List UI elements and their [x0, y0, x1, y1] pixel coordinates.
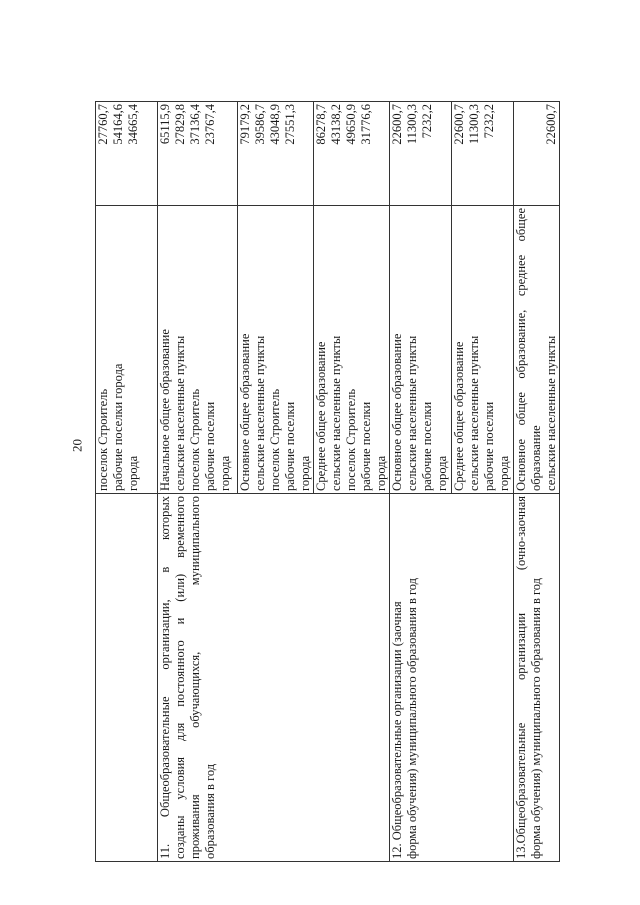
level-text: рабочие поселки: [420, 401, 434, 491]
level-text: Начальное общее образование: [158, 329, 172, 491]
category-cell: [514, 494, 560, 862]
level-cell: [96, 206, 158, 494]
category-line: созданы условия для постоянного и (или) временного: [173, 496, 187, 859]
value-cell: [158, 102, 238, 206]
rotated-table-wrapper: [95, 102, 558, 862]
level-text: Основное общее образование: [390, 333, 404, 491]
level-text: поселок Строитель: [344, 388, 358, 491]
level-text: сельские населенные пункты: [173, 335, 187, 491]
table-row: [158, 102, 238, 862]
value-text: 34665,4: [126, 104, 140, 145]
level-text: Среднее общее образование: [314, 341, 328, 491]
value-text: 86278,7: [314, 104, 328, 145]
value-text: 23767,4: [203, 104, 217, 145]
category-line: 11. Общеобразовательные организации, в которых: [158, 496, 172, 859]
value-text: 43048,9: [268, 104, 282, 145]
value-cell: [452, 102, 514, 206]
value-text: 65115,9: [158, 104, 172, 145]
level-text: города: [435, 455, 449, 491]
level-cell: [514, 206, 560, 494]
level-text: города: [126, 455, 140, 491]
level-cell: [238, 206, 314, 494]
page-number: 20: [69, 439, 85, 452]
table-row: [390, 102, 452, 862]
value-text: 11300,3: [467, 104, 481, 145]
value-cell: [238, 102, 314, 206]
level-text: сельские населенные пункты: [253, 335, 267, 491]
level-text: поселок Строитель: [96, 388, 110, 491]
category-line: 13.Общеобразовательные организации (очно-заочная: [514, 496, 528, 859]
level-text: сельские населенные пункты: [405, 335, 419, 491]
value-text: [514, 104, 529, 203]
value-cell: [514, 102, 560, 206]
value-text: 22600,7: [390, 104, 404, 145]
level-cell: [390, 206, 452, 494]
value-cell: [96, 102, 158, 206]
level-text: Основное общее образование: [238, 333, 252, 491]
value-text: 39586,7: [253, 104, 267, 145]
value-text: [529, 104, 544, 203]
level-cell: [314, 206, 390, 494]
value-cell: [390, 102, 452, 206]
value-cell: [314, 102, 390, 206]
table-row: [514, 102, 560, 862]
level-text: сельские населенные пункты: [544, 335, 558, 491]
level-text: города: [497, 455, 511, 491]
level-text: сельские населенные пункты: [467, 335, 481, 491]
level-cell: [452, 206, 514, 494]
value-text: 22600,7: [544, 104, 558, 145]
table-row: [96, 102, 158, 862]
level-cell: [158, 206, 238, 494]
category-line: проживания обучающихся, муниципального: [188, 496, 202, 859]
value-text: 31776,6: [359, 104, 373, 145]
category-line: форма обучения) муниципального образования в год: [405, 577, 419, 859]
cost-table: [95, 101, 560, 862]
level-text: рабочие поселки: [203, 401, 217, 491]
value-text: 79179,2: [238, 104, 252, 145]
value-text: 7232,2: [420, 104, 434, 139]
level-text: города: [374, 455, 388, 491]
value-text: 54164,6: [111, 104, 125, 145]
value-text: 22600,7: [452, 104, 466, 145]
level-text: рабочие поселки: [283, 401, 297, 491]
level-text: сельские населенные пункты: [329, 335, 343, 491]
value-text: 27551,3: [283, 104, 297, 145]
value-text: 43138,2: [329, 104, 343, 145]
value-text: 11300,3: [405, 104, 419, 145]
category-cell: [96, 494, 158, 862]
level-text: города: [218, 455, 232, 491]
value-text: 49650,9: [344, 104, 358, 145]
category-cell: [390, 494, 514, 862]
value-text: 27829,8: [173, 104, 187, 145]
level-text: поселок Строитель: [268, 388, 282, 491]
level-text: города: [298, 455, 312, 491]
level-text: Основное общее образование, среднее общее: [514, 208, 528, 491]
level-text: поселок Строитель: [188, 388, 202, 491]
category-line: 12. Общеобразовательные организации (заочная: [390, 601, 404, 859]
value-text: 27760,7: [96, 104, 110, 145]
level-text: Среднее общее образование: [452, 341, 466, 491]
category-line: образования в год: [203, 763, 217, 859]
value-text: 37136,4: [188, 104, 202, 145]
level-text: рабочие поселки: [482, 401, 496, 491]
level-text: рабочие поселки города: [111, 363, 125, 491]
level-text: рабочие поселки: [359, 401, 373, 491]
value-text: 7232,2: [482, 104, 496, 139]
category-cell: [158, 494, 390, 862]
category-line: форма обучения) муниципального образования в год: [529, 577, 543, 859]
level-text: образование: [529, 425, 543, 491]
